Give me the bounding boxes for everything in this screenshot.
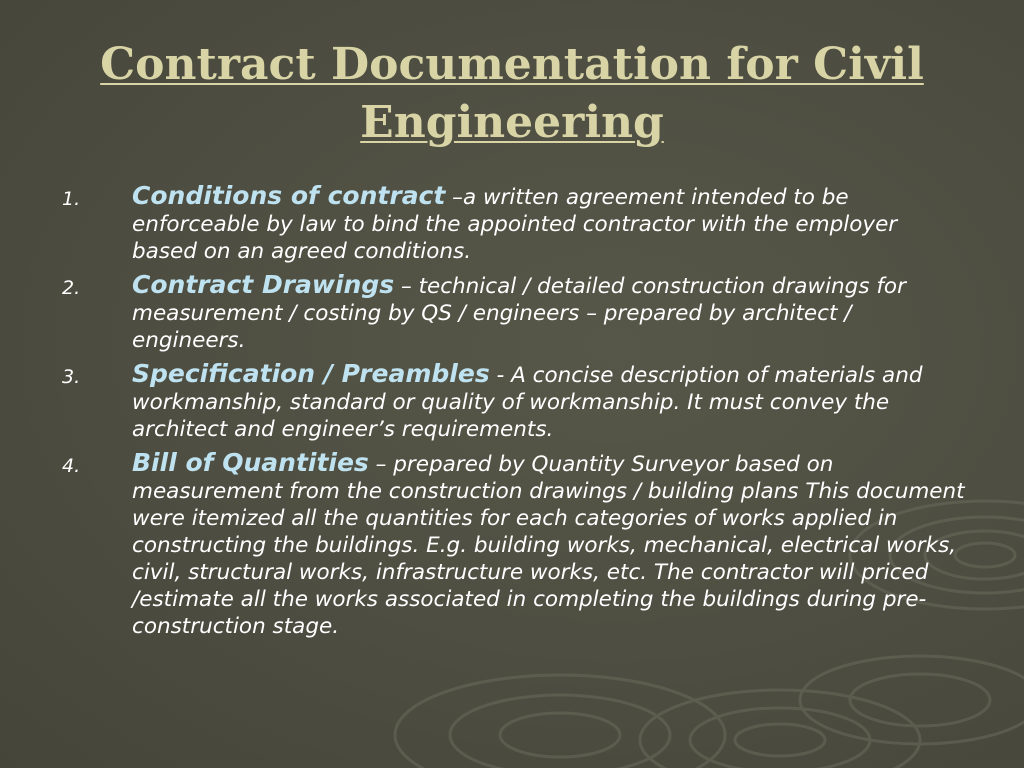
item-separator: – bbox=[368, 452, 394, 477]
document-list bbox=[62, 182, 967, 646]
item-description: A concise description of materials and workmanship, standard or quality of workmanship. It must convey the architect and engineer’s requirements. bbox=[132, 363, 923, 442]
list-item-conditions-of-contract bbox=[62, 182, 967, 265]
item-description: prepared by Quantity Surveyor based on measurement from the construction drawings / building plans This document were itemized all the quantities for each categories of works applied in constructing the buildings. E.g. building works, mechanical, electrical works, civil, structural works, infrastructure works, etc. The contractor will priced /estimate all the works associated in completing the buildings during pre-construction stage. bbox=[132, 452, 965, 639]
item-term: Specification / Preambles bbox=[132, 359, 490, 388]
item-term: Conditions of contract bbox=[132, 181, 446, 210]
item-separator: – bbox=[445, 185, 463, 210]
item-term: Bill of Quantities bbox=[132, 448, 369, 477]
item-term: Contract Drawings bbox=[132, 270, 395, 299]
item-description: a written agreement intended to be enforceable by law to bind the appointed contractor with the employer based on an agreed conditions. bbox=[132, 185, 898, 264]
item-number: 3. bbox=[62, 366, 81, 388]
item-number: 2. bbox=[62, 277, 81, 299]
item-separator: – bbox=[394, 274, 419, 299]
list-item-bill-of-quantities bbox=[62, 449, 967, 640]
item-number: 4. bbox=[62, 455, 81, 477]
list-item-specification-preambles bbox=[62, 360, 967, 443]
list-item-contract-drawings bbox=[62, 271, 967, 354]
item-separator: - bbox=[489, 363, 512, 388]
title-line-2: Engineering bbox=[360, 97, 664, 148]
title-line-1: Contract Documentation for Civil bbox=[100, 39, 924, 90]
item-description: technical / detailed construction drawings for measurement / costing by QS / engineers – prepared by architect / engineers. bbox=[132, 274, 906, 353]
item-number: 1. bbox=[62, 188, 81, 210]
slide-title bbox=[60, 36, 964, 152]
